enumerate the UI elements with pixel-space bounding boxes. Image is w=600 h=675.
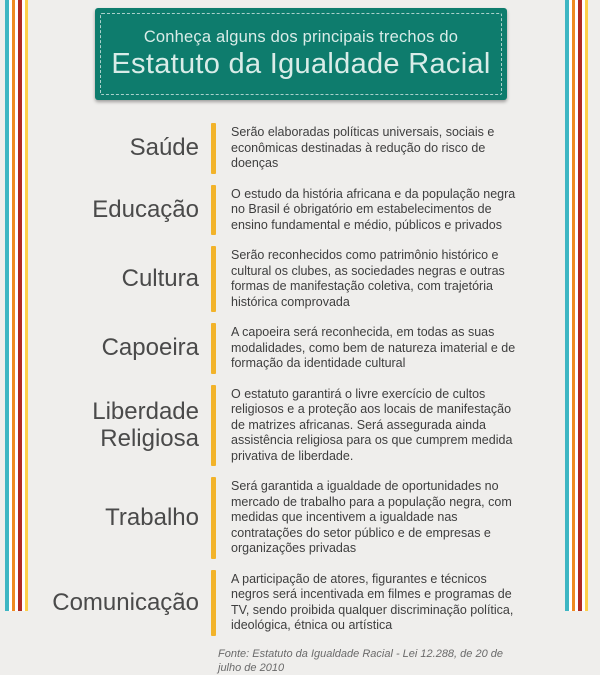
section-text: A capoeira será reconhecida, em todas as suas modalidades, como bem de natureza imaterial e de formação da identidade cultural <box>231 325 516 370</box>
red-stripe <box>18 0 22 611</box>
divider-bar <box>211 323 216 374</box>
section-title: Trabalho <box>105 503 199 531</box>
section-text: Será garantida a igualdade de oportunidades no mercado de trabalho para a população negra, com medidas que incentivem a igualdade nas contratações do setor público e de empresas e organizações privadas <box>231 479 512 555</box>
section-text: O estatuto garantirá o livre exercício de cultos religiosos e a proteção aos locais de manifestação de matrizes africanas. Será assegurada ainda assistência religiosa para os que cumprem medida privativa de liberdade. <box>231 386 513 463</box>
section-saude <box>57 123 517 174</box>
divider-bar <box>211 246 216 312</box>
section-comunicacao <box>52 570 517 636</box>
divider-bar <box>211 123 216 174</box>
orange-stripe <box>572 0 576 611</box>
divider-bar <box>211 185 216 236</box>
divider-bar <box>211 385 216 467</box>
header-dashed-frame <box>100 13 502 95</box>
yellow-stripe <box>585 0 589 611</box>
header-banner <box>95 8 507 100</box>
edge-stripes-left <box>5 0 28 611</box>
header-subtitle: Conheça alguns dos principais trechos do <box>143 28 459 46</box>
section-title: Cultura <box>121 265 199 293</box>
section-educacao <box>57 185 517 236</box>
section-title: Saúde <box>129 134 199 162</box>
section-text: Serão reconhecidos como patrimônio histórico e cultural os clubes, as sociedades negras e outras formas de manifestação coletiva, com trajetória histórica comprovada <box>231 248 505 309</box>
red-stripe <box>578 0 582 611</box>
section-trabalho <box>57 477 517 559</box>
edge-stripes-right <box>565 0 588 611</box>
section-text: Serão elaboradas políticas universais, sociais e econômicas destinadas à redução do risco de doenças <box>231 125 495 170</box>
page-title: Estatuto da Igualdade Racial <box>111 48 491 80</box>
section-liberdade-religiosa <box>57 385 517 467</box>
teal-stripe <box>5 0 9 611</box>
orange-stripe <box>12 0 16 611</box>
section-cultura <box>57 246 517 312</box>
section-title: Comunicação <box>52 588 199 616</box>
teal-stripe <box>565 0 569 611</box>
section-text: O estudo da história africana e da população negra no Brasil é obrigatório em estabelecimentos de ensino fundamental e médio, públicos e privados <box>231 186 516 232</box>
section-title: Capoeira <box>101 334 199 362</box>
section-title: Liberdade Religiosa <box>92 397 199 453</box>
divider-bar <box>211 570 216 636</box>
section-capoeira <box>57 323 517 374</box>
divider-bar <box>211 477 216 559</box>
yellow-stripe <box>25 0 29 611</box>
section-title: Educação <box>92 195 199 223</box>
section-text: A participação de atores, figurantes e técnicos negros será incentivada em filmes e programas de TV, sendo proibida qualquer discriminação política, ideológica, étnica ou artística <box>231 571 514 632</box>
sections-list <box>52 123 517 675</box>
source-citation: Fonte: Estatuto da Igualdade Racial - Lei 12.288, de 20 de julho de 2010 <box>218 647 503 674</box>
